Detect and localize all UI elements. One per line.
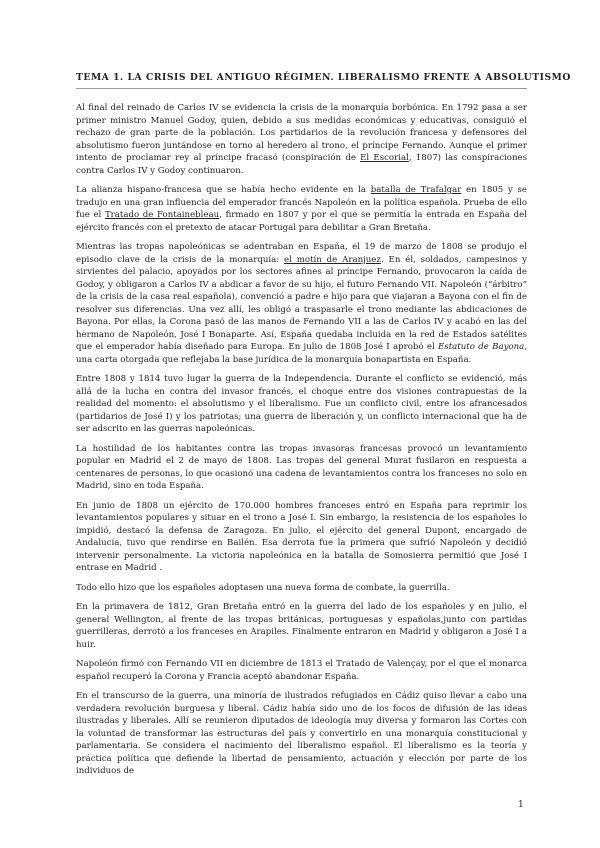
paragraph-10: En el transcurso de la guerra, una minoría de ilustrados refugiados en Cádiz quiso llevar a cabo una verdadera revolución burguesa y liberal. Cádiz había sido uno de los focos de difusión de las ideas ilustradas y liberales. Allí se reunieron diputados de ideología muy diversa y formaron las Cortes con la voluntad de transformar las estructuras del país y convertirlo en una monarquía constitucional y parlamentaria. Se considera el nacimiento del liberalismo español. El liberalismo es la teoría y práctica política que defiende la libertad de pensamiento, actuación y elección por parte de los individuos de	[76, 691, 527, 776]
link-el-escorial[interactable]: El Escorial	[360, 153, 409, 163]
paragraph-3-text-b: . En él, soldados, campesinos y sirvientes del palacio, apoyados por los sectores afines al príncipe Fernando, provocaron la caída de Godoy, y obligaron a Carlos IV a abdicar a favor de su hijo, el futuro Fernando VII. Napoleón (“árbitro” de la crisis de la casa real española), convenció a padre e hijo para que viajaran a Bayona con el fin de resolver sus diferencias. Una vez allí, les obligó a traspasarle el trono mediante las abdicaciones de Bayona. Por ellas, la Corona pasó de las manos de Fernando VII a las de Carlos IV y acabó en las del hermano de Napoleón, José I Bonaparte. Así, España quedaba incluida en la red de Estados satélites que el emperador había diseñado para Europa. En julio de 1808 José I aprobó el	[76, 254, 528, 352]
paragraph-3-text-a: Mientras las tropas napoleónicas se adentraban en España, el 19 de marzo de 1808 se produjo el episodio clave de la crisis de la monarquía:	[76, 242, 527, 265]
paragraph-4: Entre 1808 y 1814 tuvo lugar la guerra de la Independencia. Durante el conflicto se evidenció, más allá de la lucha en contra del invasor francés, el choque entre dos visiones contrapuestas de la realidad del momento: el absolutismo y el liberalismo. Fue un conflicto civil, entre los afrancesados (partidarios de José I) y los patriotas; una guerra de liberación y, un conflicto internacional que ha de ser adscrito en las guerras napoleónicas.	[76, 374, 527, 434]
paragraph-3	[76, 241, 527, 366]
paragraph-1	[76, 102, 527, 177]
page-number: 1	[518, 800, 524, 810]
paragraph-3-text-c: , una carta otorgada que reflejaba la base jurídica de la monarquía bonapartista en España.	[76, 342, 527, 365]
link-batalla-de-trafalgar[interactable]: batalla de Trafalgar	[370, 185, 462, 195]
paragraph-8: En la primavera de 1812, Gran Bretaña entró en la guerra del lado de los españoles y en julio, el general Wellington, al frente de las tropas británicas, portuguesas y españolas,junto con partidas guerrilleras, derrotó a los franceses en Arapiles. Finalmente entraron en Madrid y obligaron a José I a huir.	[76, 602, 527, 650]
document-body	[76, 102, 527, 785]
paragraph-7: Todo ello hizo que los españoles adoptasen una nueva forma de combate, la guerrilla.	[76, 582, 450, 593]
paragraph-5: La hostilidad de los habitantes contra las tropas invasoras francesas provocó un levantamiento popular en Madrid el 2 de mayo de 1808. Las tropas del general Murat fusilaron en respuesta a centenares de personas, lo que ocasionó una cadena de levantamientos contra los franceses no solo en Madrid, sino en toda España.	[76, 443, 527, 491]
paragraph-2-text-b: en 1805 y se tradujo en una gran influencia del emperador francés Napoleón en la política española. Prueba de ello fue el	[76, 185, 527, 220]
link-tratado-de-fontainebleau[interactable]: Tratado de Fontainebleau	[104, 210, 220, 220]
paragraph-9: Napoleón firmó con Fernando VII en diciembre de 1813 el Tratado de Valençay, por el que el monarca español recuperó la Corona y Francia aceptó abandonar España.	[76, 659, 527, 682]
paragraph-6: En junio de 1808 un ejército de 170.000 hombres franceses entró en España para reprimir los levantamientos populares y situar en el trono a José I. Sin embargo, la resistencia de los españoles lo impidió, destacó la defensa de Zaragoza. En julio, el ejército del general Dupont, encargado de Andalucía, tuvo que rendirse en Bailén. Esa derrota fue la primera que sufrió Napoleón y decidió intervenir personalmente. La victoria napoleónica en la batalla de Somosierra permitió que José I entrase en Madrid .	[76, 500, 527, 573]
paragraph-1-text-b: , 1807) las conspiraciones contra Carlos IV y Godoy continuaron.	[76, 153, 527, 176]
document-title: TEMA 1. LA CRISIS DEL ANTIGUO RÉGIMEN. LIBERALISMO FRENTE A ABSOLUTISMO	[76, 72, 571, 83]
paragraph-2	[76, 184, 527, 234]
link-motin-de-aranjuez[interactable]: el motín de Aranjuez	[284, 254, 381, 265]
paragraph-1-text-a: Al final del reinado de Carlos IV se evidencia la crisis de la monarquía borbónica. En 1792 pasa a ser primer ministro Manuel Godoy, quien, debido a sus medidas económicas y educativas, consiguió el rechazo de gran parte de la población. Los partidarios de la revolución francesa y defensores del absolutismo fueron juntándose en torno al heredero al trono, el príncipe Fernando. Aunque el primer intento de proclamar rey al príncipe fracasó (conspiración de	[76, 103, 527, 163]
title-divider	[76, 88, 527, 89]
paragraph-2-text-c: , firmado en 1807 y por el que se permitía la entrada en España del ejército francés con el pretexto de atacar Portugal para debilitar a Gran Bretaña.	[76, 210, 527, 233]
italic-estatuto-de-bayona: Estatuto de Bayona	[438, 342, 525, 352]
paragraph-2-text-a: La alianza hispano-francesa que se había hecho evidente en la	[76, 185, 371, 195]
